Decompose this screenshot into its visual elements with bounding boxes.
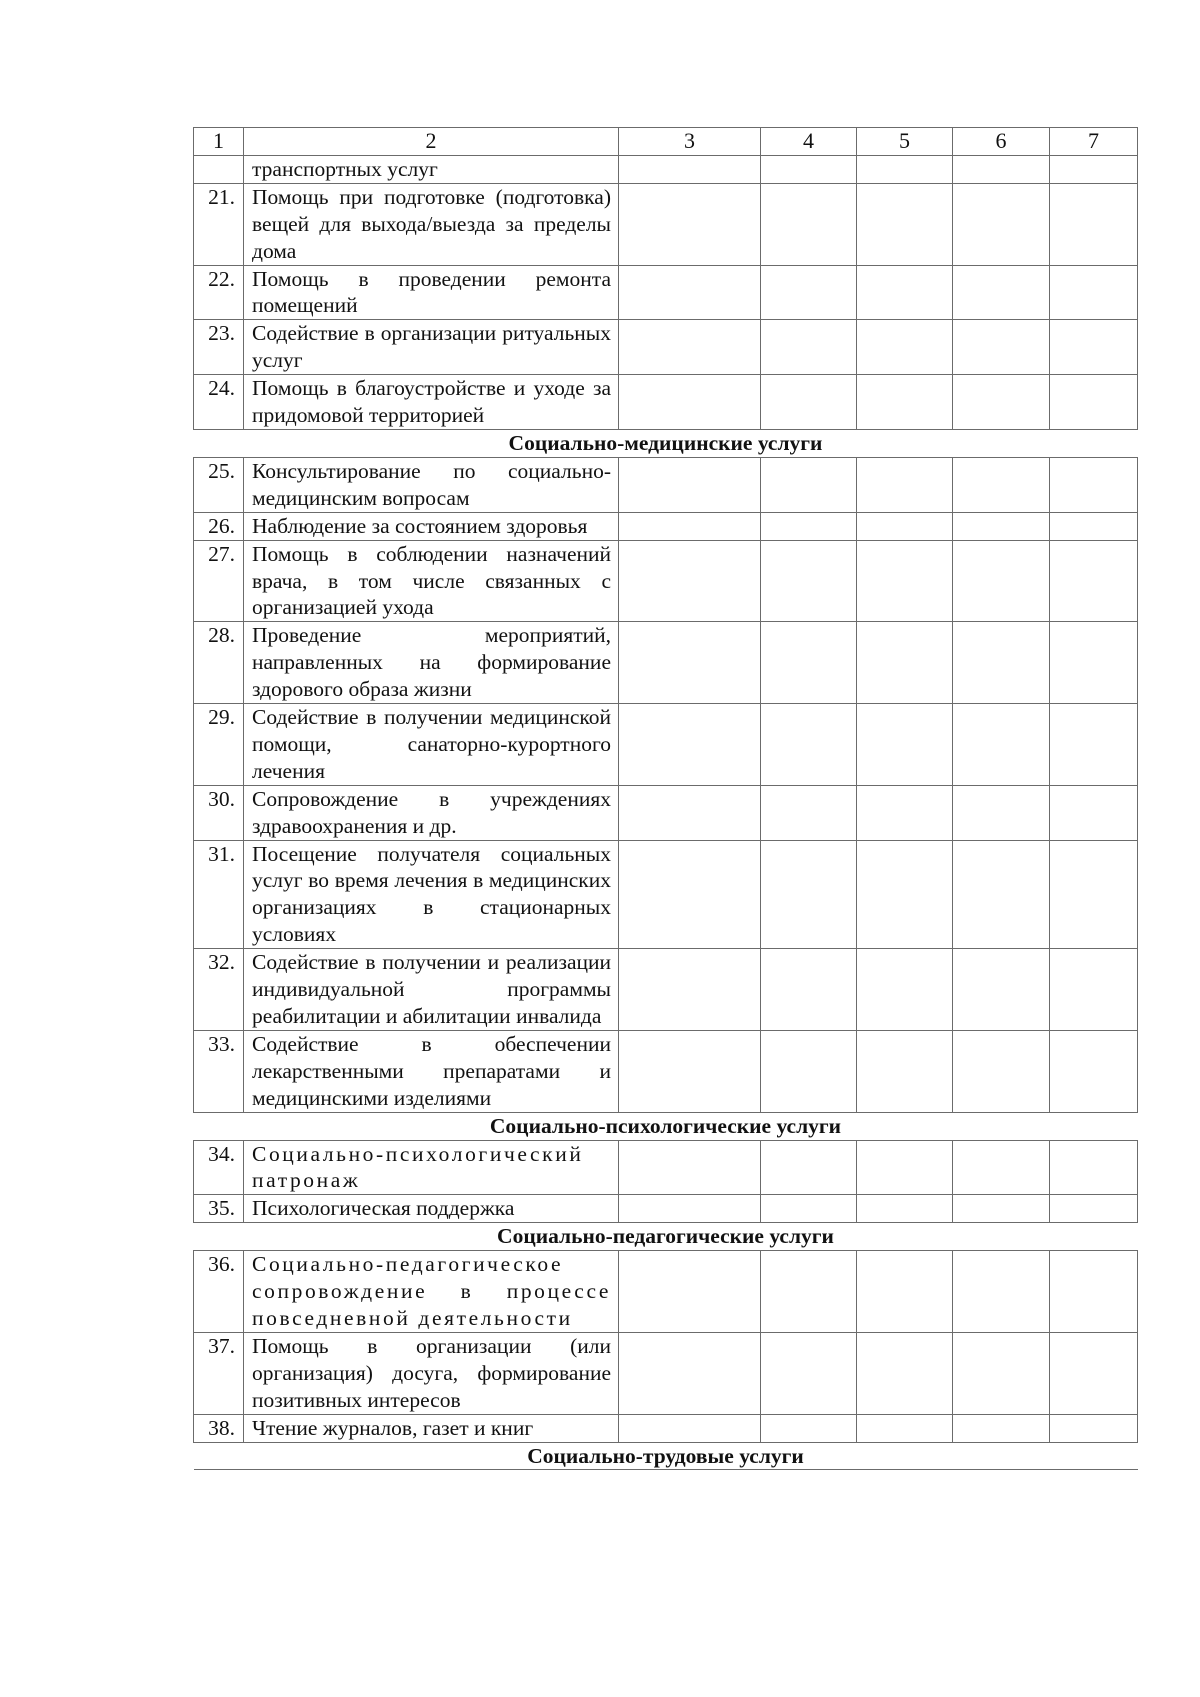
empty-cell-col-6 — [953, 265, 1050, 320]
empty-cell-col-6 — [953, 1332, 1050, 1414]
empty-cell-col-5 — [857, 622, 953, 704]
service-row — [194, 155, 1138, 183]
service-row — [194, 1195, 1138, 1223]
empty-cell-col-4 — [761, 320, 857, 375]
empty-cell-col-6 — [953, 785, 1050, 840]
empty-cell-col-3 — [619, 704, 761, 786]
row-number: 30. — [194, 785, 244, 840]
service-row — [194, 183, 1138, 265]
service-name: Помощь при подготовке (подготовка) вещей для выхода/выезда за пределы дома — [244, 183, 619, 265]
empty-cell-col-7 — [1050, 1140, 1138, 1195]
row-number: 32. — [194, 949, 244, 1031]
service-name: Содействие в получении медицинской помощи, санаторно-курортного лечения — [244, 704, 619, 786]
row-number: 28. — [194, 622, 244, 704]
empty-cell-col-5 — [857, 320, 953, 375]
row-number: 38. — [194, 1414, 244, 1442]
services-table-body — [194, 128, 1138, 1470]
empty-cell-col-3 — [619, 265, 761, 320]
empty-cell-col-4 — [761, 785, 857, 840]
empty-cell-col-6 — [953, 320, 1050, 375]
empty-cell-col-4 — [761, 1140, 857, 1195]
empty-cell-col-5 — [857, 1140, 953, 1195]
empty-cell-col-4 — [761, 540, 857, 622]
empty-cell-col-4 — [761, 949, 857, 1031]
service-row — [194, 1414, 1138, 1442]
service-row — [194, 320, 1138, 375]
service-name: Содействие в получении и реализации индивидуальной программы реабилитации и абилитации инвалида — [244, 949, 619, 1031]
empty-cell-col-3 — [619, 1030, 761, 1112]
section-header-row — [194, 1442, 1138, 1470]
empty-cell-col-4 — [761, 840, 857, 949]
empty-cell-col-6 — [953, 512, 1050, 540]
service-name: Помощь в благоустройстве и уходе за придомовой территорией — [244, 375, 619, 430]
empty-cell-col-4 — [761, 512, 857, 540]
service-name: Помощь в организации (или организация) досуга, формирование позитивных интересов — [244, 1332, 619, 1414]
service-row — [194, 840, 1138, 949]
empty-cell-col-7 — [1050, 320, 1138, 375]
empty-cell-col-3 — [619, 457, 761, 512]
row-number: 33. — [194, 1030, 244, 1112]
service-name: Посещение получателя социальных услуг во время лечения в медицинских организациях в стационарных условиях — [244, 840, 619, 949]
empty-cell-col-7 — [1050, 1195, 1138, 1223]
service-row — [194, 457, 1138, 512]
empty-cell-col-3 — [619, 540, 761, 622]
service-name: Помощь в соблюдении назначений врача, в том числе связанных с организацией ухода — [244, 540, 619, 622]
column-header-5: 5 — [857, 128, 953, 156]
column-number-header-row — [194, 128, 1138, 156]
section-header-row — [194, 429, 1138, 457]
row-number: 24. — [194, 375, 244, 430]
empty-cell-col-4 — [761, 622, 857, 704]
service-row — [194, 785, 1138, 840]
empty-cell-col-7 — [1050, 704, 1138, 786]
row-number: 36. — [194, 1251, 244, 1333]
empty-cell-col-6 — [953, 840, 1050, 949]
empty-cell-col-5 — [857, 540, 953, 622]
column-header-6: 6 — [953, 128, 1050, 156]
empty-cell-col-5 — [857, 155, 953, 183]
section-title: Социально-трудовые услуги — [194, 1442, 1138, 1470]
service-row — [194, 1140, 1138, 1195]
empty-cell-col-7 — [1050, 1030, 1138, 1112]
row-number: 27. — [194, 540, 244, 622]
row-number — [194, 155, 244, 183]
service-name: Сопровождение в учреждениях здравоохранения и др. — [244, 785, 619, 840]
row-number: 26. — [194, 512, 244, 540]
empty-cell-col-4 — [761, 1332, 857, 1414]
empty-cell-col-6 — [953, 622, 1050, 704]
service-row — [194, 1030, 1138, 1112]
section-header-row — [194, 1112, 1138, 1140]
row-number: 22. — [194, 265, 244, 320]
service-row — [194, 1251, 1138, 1333]
section-title: Социально-медицинские услуги — [194, 429, 1138, 457]
row-number: 31. — [194, 840, 244, 949]
empty-cell-col-7 — [1050, 265, 1138, 320]
service-row — [194, 265, 1138, 320]
row-number: 34. — [194, 1140, 244, 1195]
row-number: 37. — [194, 1332, 244, 1414]
empty-cell-col-5 — [857, 512, 953, 540]
empty-cell-col-4 — [761, 265, 857, 320]
empty-cell-col-5 — [857, 1030, 953, 1112]
empty-cell-col-3 — [619, 183, 761, 265]
service-name: Наблюдение за состоянием здоровья — [244, 512, 619, 540]
service-row — [194, 540, 1138, 622]
empty-cell-col-6 — [953, 183, 1050, 265]
column-header-2: 2 — [244, 128, 619, 156]
empty-cell-col-6 — [953, 704, 1050, 786]
row-number: 35. — [194, 1195, 244, 1223]
empty-cell-col-6 — [953, 1414, 1050, 1442]
empty-cell-col-6 — [953, 375, 1050, 430]
section-title: Социально-педагогические услуги — [194, 1223, 1138, 1251]
empty-cell-col-7 — [1050, 785, 1138, 840]
empty-cell-col-4 — [761, 457, 857, 512]
empty-cell-col-3 — [619, 1195, 761, 1223]
empty-cell-col-3 — [619, 155, 761, 183]
service-name: транспортных услуг — [244, 155, 619, 183]
service-row — [194, 704, 1138, 786]
empty-cell-col-7 — [1050, 457, 1138, 512]
empty-cell-col-4 — [761, 1251, 857, 1333]
column-header-4: 4 — [761, 128, 857, 156]
row-number: 25. — [194, 457, 244, 512]
empty-cell-col-6 — [953, 540, 1050, 622]
empty-cell-col-4 — [761, 1030, 857, 1112]
empty-cell-col-3 — [619, 1251, 761, 1333]
section-title: Социально-психологические услуги — [194, 1112, 1138, 1140]
empty-cell-col-3 — [619, 622, 761, 704]
empty-cell-col-3 — [619, 1414, 761, 1442]
empty-cell-col-6 — [953, 155, 1050, 183]
empty-cell-col-5 — [857, 457, 953, 512]
empty-cell-col-6 — [953, 1140, 1050, 1195]
empty-cell-col-3 — [619, 840, 761, 949]
column-header-1: 1 — [194, 128, 244, 156]
empty-cell-col-4 — [761, 1414, 857, 1442]
empty-cell-col-5 — [857, 1332, 953, 1414]
column-header-3: 3 — [619, 128, 761, 156]
empty-cell-col-6 — [953, 1251, 1050, 1333]
service-name: Содействие в обеспечении лекарственными препаратами и медицинскими изделиями — [244, 1030, 619, 1112]
row-number: 29. — [194, 704, 244, 786]
service-name: Проведение мероприятий, направленных на формирование здорового образа жизни — [244, 622, 619, 704]
empty-cell-col-4 — [761, 704, 857, 786]
empty-cell-col-5 — [857, 840, 953, 949]
empty-cell-col-5 — [857, 265, 953, 320]
empty-cell-col-3 — [619, 1332, 761, 1414]
empty-cell-col-7 — [1050, 512, 1138, 540]
service-name: Социально-психологический патронаж — [244, 1140, 619, 1195]
empty-cell-col-7 — [1050, 183, 1138, 265]
empty-cell-col-5 — [857, 375, 953, 430]
service-row — [194, 622, 1138, 704]
empty-cell-col-6 — [953, 457, 1050, 512]
empty-cell-col-3 — [619, 785, 761, 840]
empty-cell-col-7 — [1050, 1414, 1138, 1442]
service-name: Содействие в организации ритуальных услуг — [244, 320, 619, 375]
empty-cell-col-4 — [761, 183, 857, 265]
empty-cell-col-6 — [953, 1195, 1050, 1223]
empty-cell-col-7 — [1050, 1332, 1138, 1414]
empty-cell-col-6 — [953, 1030, 1050, 1112]
empty-cell-col-4 — [761, 375, 857, 430]
empty-cell-col-7 — [1050, 1251, 1138, 1333]
service-name: Психологическая поддержка — [244, 1195, 619, 1223]
empty-cell-col-3 — [619, 1140, 761, 1195]
empty-cell-col-3 — [619, 949, 761, 1031]
row-number: 21. — [194, 183, 244, 265]
empty-cell-col-7 — [1050, 949, 1138, 1031]
empty-cell-col-5 — [857, 1414, 953, 1442]
service-row — [194, 375, 1138, 430]
empty-cell-col-7 — [1050, 622, 1138, 704]
empty-cell-col-7 — [1050, 375, 1138, 430]
empty-cell-col-3 — [619, 375, 761, 430]
empty-cell-col-5 — [857, 1195, 953, 1223]
empty-cell-col-5 — [857, 1251, 953, 1333]
empty-cell-col-5 — [857, 704, 953, 786]
row-number: 23. — [194, 320, 244, 375]
service-name: Консультирование по социально-медицинским вопросам — [244, 457, 619, 512]
service-row — [194, 1332, 1138, 1414]
empty-cell-col-7 — [1050, 840, 1138, 949]
services-table — [193, 127, 1138, 1470]
empty-cell-col-5 — [857, 183, 953, 265]
column-header-7: 7 — [1050, 128, 1138, 156]
section-header-row — [194, 1223, 1138, 1251]
service-name: Чтение журналов, газет и книг — [244, 1414, 619, 1442]
empty-cell-col-4 — [761, 1195, 857, 1223]
empty-cell-col-4 — [761, 155, 857, 183]
service-row — [194, 949, 1138, 1031]
empty-cell-col-5 — [857, 949, 953, 1031]
service-name: Помощь в проведении ремонта помещений — [244, 265, 619, 320]
empty-cell-col-7 — [1050, 155, 1138, 183]
empty-cell-col-7 — [1050, 540, 1138, 622]
empty-cell-col-5 — [857, 785, 953, 840]
empty-cell-col-6 — [953, 949, 1050, 1031]
empty-cell-col-3 — [619, 320, 761, 375]
service-name: Социально-педагогическое сопровождение в процессе повседневной деятельности — [244, 1251, 619, 1333]
service-row — [194, 512, 1138, 540]
empty-cell-col-3 — [619, 512, 761, 540]
